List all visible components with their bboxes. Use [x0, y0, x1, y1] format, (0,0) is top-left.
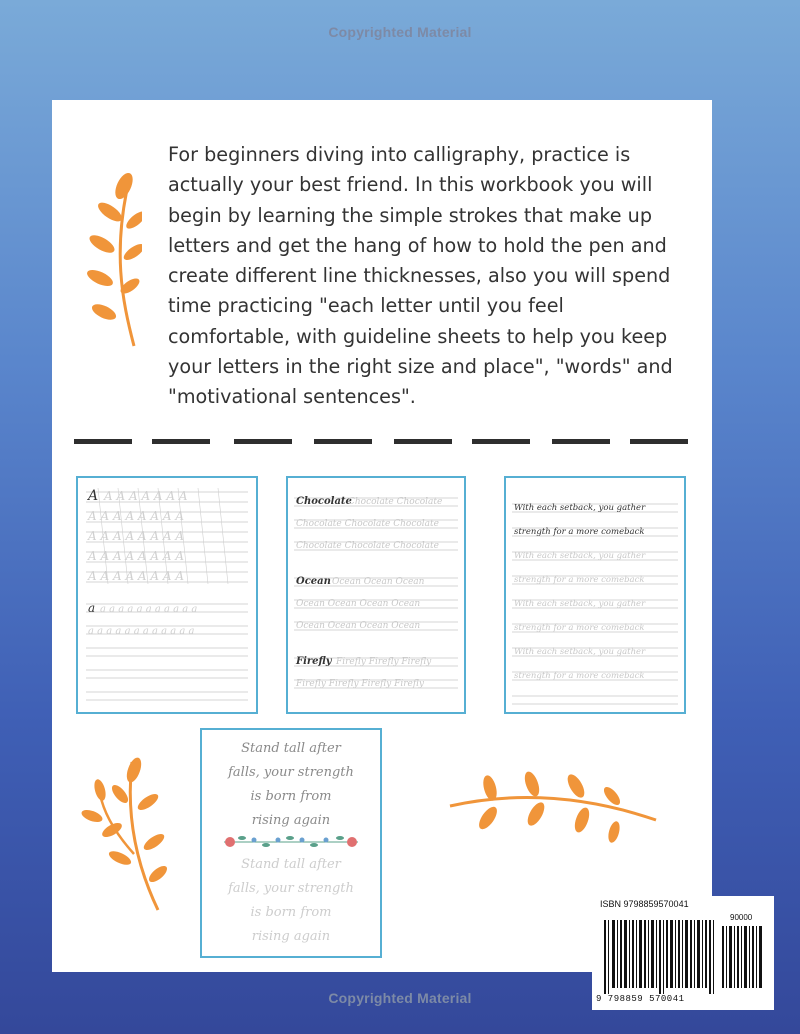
svg-text:A A A A A A A: A A A A A A A — [104, 489, 188, 503]
sentence-line-1: With each setback, you gather — [514, 503, 646, 513]
svg-text:strength for a more comeback: strength for a more comeback — [514, 671, 645, 681]
floral-divider-icon — [224, 836, 358, 847]
svg-text:Chocolate Chocolate Chocolate: Chocolate Chocolate Chocolate — [296, 541, 439, 551]
leaf-branch-icon — [76, 754, 176, 914]
quote-line-2: falls, your strength — [228, 765, 354, 780]
watermark-top: Copyrighted Material — [328, 24, 472, 40]
svg-text:strength for a more comeback: strength for a more comeback — [514, 623, 645, 633]
svg-text:A A A A A A A A: A A A A A A A A — [88, 529, 185, 543]
sentence-line-2: strength for a more comeback — [514, 527, 645, 537]
word-sample-3: Firefly — [296, 656, 332, 667]
svg-text:With each setback, you gather: With each setback, you gather — [514, 647, 646, 657]
svg-text:Chocolate Chocolate: Chocolate Chocolate — [348, 497, 443, 507]
svg-text:rising again: rising again — [251, 929, 331, 944]
svg-text:a a a a a a a a a a a: a a a a a a a a a a a — [100, 604, 198, 615]
svg-text:Stand tall after: Stand tall after — [241, 857, 341, 872]
divider-dash — [472, 439, 530, 444]
isbn-label: ISBN 9798859570041 — [600, 899, 689, 909]
svg-text:falls, your strength: falls, your strength — [228, 881, 354, 896]
letter-practice-sheet — [76, 476, 258, 714]
back-cover-panel — [52, 100, 712, 972]
svg-text:A A A A A A A A: A A A A A A A A — [88, 509, 185, 523]
svg-text:Ocean Ocean Ocean: Ocean Ocean Ocean — [332, 577, 425, 587]
letter-row-label-upper: A — [88, 488, 99, 504]
quote-practice-sheet — [200, 728, 382, 958]
price-code: 90000 — [730, 913, 753, 922]
word-practice-sheet — [286, 476, 466, 714]
svg-text:A A A A A A A A: A A A A A A A A — [88, 569, 185, 583]
leaf-branch-icon — [82, 170, 142, 350]
svg-text:Ocean Ocean Ocean Ocean: Ocean Ocean Ocean Ocean — [296, 621, 421, 631]
svg-text:strength for a more comeback: strength for a more comeback — [514, 575, 645, 585]
divider-dash — [314, 439, 372, 444]
svg-text:With each setback, you gather: With each setback, you gather — [514, 551, 646, 561]
description-text: For beginners diving into calligraphy, practice is actually your best friend. In this workbook you will begin by learning the simple strokes that make up letters and get the hang of how to hold the pen and create different line thicknesses, also you will spend time practicing "each letter until you feel comfortable, with guideline sheets to help you keep your letters in the right size and place", "words" and "motivational sentences". — [168, 143, 673, 409]
divider-dash — [630, 439, 688, 444]
svg-text:Firefly Firefly Firefly Firefl: Firefly Firefly Firefly Firefly — [296, 679, 424, 689]
barcode-digits: 9 798859 570041 — [596, 994, 685, 1004]
divider-dash — [234, 439, 292, 444]
svg-text:is born from: is born from — [250, 905, 332, 920]
divider-dash — [152, 439, 210, 444]
svg-text:a a a a a a a a a a a a: a a a a a a a a a a a a — [88, 626, 195, 637]
svg-text:A A A A A A A A: A A A A A A A A — [88, 549, 185, 563]
svg-text:Ocean Ocean Ocean Ocean: Ocean Ocean Ocean Ocean — [296, 599, 421, 609]
divider-dash — [552, 439, 610, 444]
svg-text:With each setback, you gather: With each setback, you gather — [514, 599, 646, 609]
letter-row-label-lower: a — [88, 601, 96, 615]
word-sample-1: Chocolate — [296, 496, 352, 507]
quote-line-1: Stand tall after — [241, 741, 341, 756]
sentence-practice-sheet — [504, 476, 686, 714]
divider-dash — [74, 439, 132, 444]
barcode-icon — [598, 920, 768, 994]
divider-dash — [394, 439, 452, 444]
watermark-bottom: Copyrighted Material — [328, 990, 472, 1006]
quote-line-4: rising again — [251, 813, 331, 828]
svg-text:Chocolate Chocolate Chocolate: Chocolate Chocolate Chocolate — [296, 519, 439, 529]
leaf-branch-icon — [444, 764, 664, 854]
svg-text:Firefly Firefly Firefly: Firefly Firefly Firefly — [336, 657, 432, 667]
word-sample-2: Ocean — [296, 576, 331, 587]
quote-line-3: is born from — [250, 789, 332, 804]
